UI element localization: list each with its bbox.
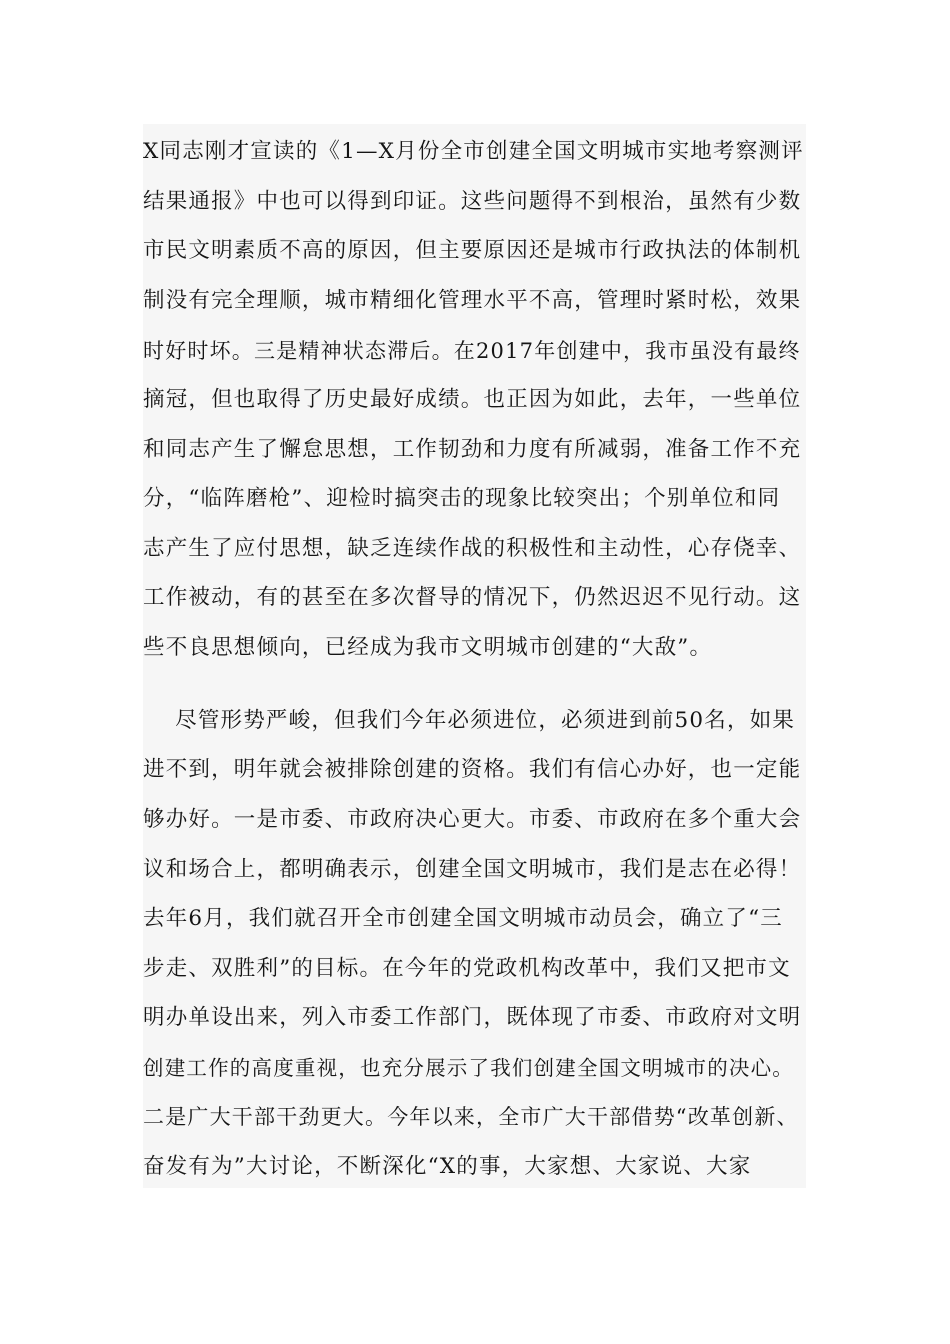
- text-line: 议和场合上，都明确表示，创建全国文明城市，我们是志在必得！: [143, 857, 802, 882]
- text-line: 些不良思想倾向，已经成为我市文明城市创建的“大敌”。: [143, 635, 713, 660]
- text-line: 时好时坏。三是精神状态滞后。在2017年创建中，我市虽没有最终: [143, 339, 801, 363]
- text-line: 和同志产生了懈怠思想，工作韧劲和力度有所减弱，准备工作不充: [143, 437, 802, 462]
- text-line: X同志刚才宣读的《1—X月份全市创建全国文明城市实地考察测评: [143, 139, 804, 164]
- text-line: 明办单设出来，列入市委工作部门，既体现了市委、市政府对文明: [143, 1005, 802, 1030]
- text-line: 志产生了应付思想，缺乏连续作战的积极性和主动性，心存侥幸、: [143, 536, 802, 561]
- text-line: 步走、双胜利”的目标。在今年的党政机构改革中，我们又把市文: [143, 956, 791, 981]
- text-line: 分，“临阵磨枪”、迎检时搞突击的现象比较突出；个别单位和同: [143, 486, 781, 511]
- text-line: 摘冠，但也取得了历史最好成绩。也正因为如此，去年，一些单位: [143, 387, 802, 412]
- text-line: 去年6月，我们就召开全市创建全国文明城市动员会，确立了“三: [143, 906, 783, 931]
- text-line: 尽管形势严峻，但我们今年必须进位，必须进到前50名，如果: [143, 708, 796, 733]
- text-line: 奋发有为”大讨论，不断深化“X的事，大家想、大家说、大家: [143, 1154, 752, 1179]
- text-line: 创建工作的高度重视，也充分展示了我们创建全国文明城市的决心。: [143, 1056, 794, 1080]
- text-line: 结果通报》中也可以得到印证。这些问题得不到根治，虽然有少数: [143, 189, 802, 214]
- text-line: 工作被动，有的甚至在多次督导的情况下，仍然迟迟不见行动。这: [143, 585, 802, 610]
- text-line: 够办好。一是市委、市政府决心更大。市委、市政府在多个重大会: [143, 807, 802, 832]
- text-line: 市民文明素质不高的原因，但主要原因还是城市行政执法的体制机: [143, 238, 802, 263]
- text-line: 制没有完全理顺，城市精细化管理水平不高，管理时紧时松，效果: [143, 288, 802, 313]
- text-line: 二是广大干部干劲更大。今年以来，全市广大干部借势“改革创新、: [143, 1105, 799, 1129]
- text-line: 进不到，明年就会被排除创建的资格。我们有信心办好，也一定能: [143, 757, 802, 782]
